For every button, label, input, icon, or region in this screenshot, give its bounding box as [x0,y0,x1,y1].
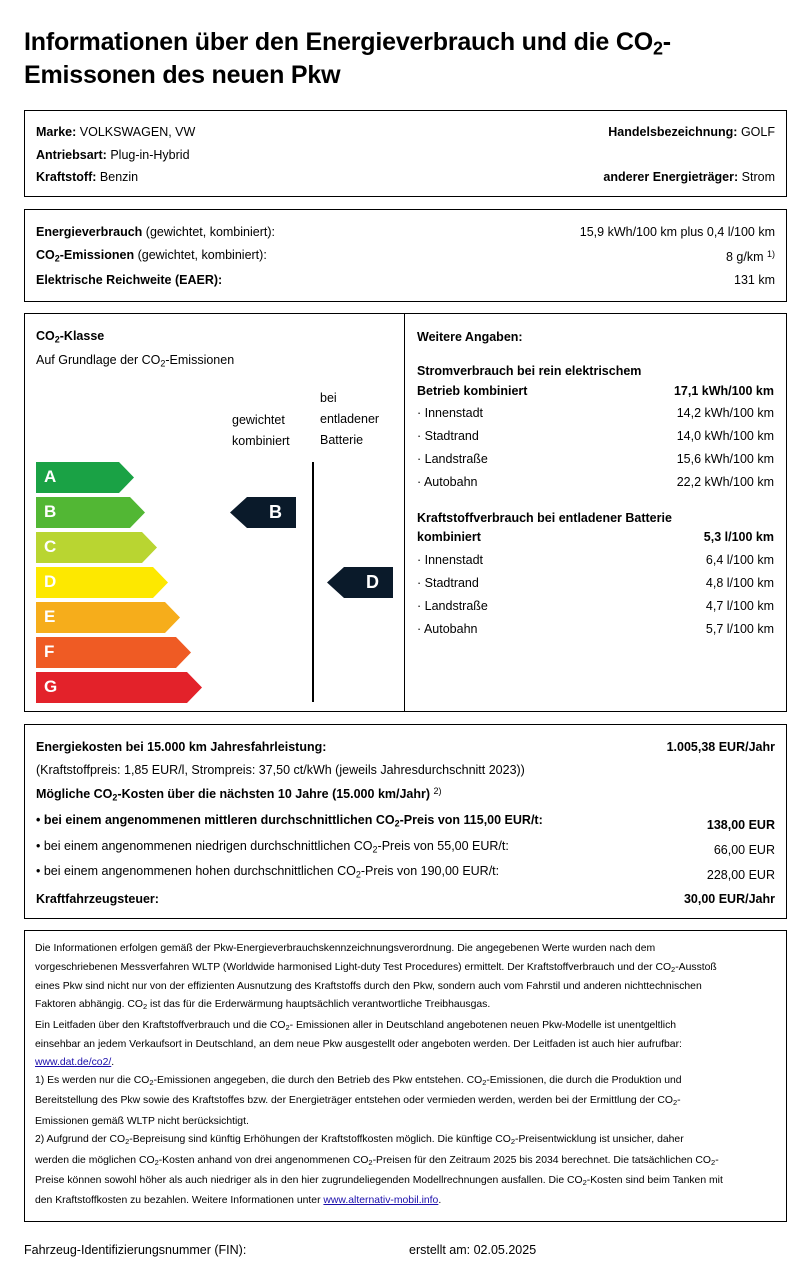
energy-prices-line: (Kraftstoffpreis: 1,85 EUR/l, Strompreis: 37,50 ct/kWh (jeweils Jahresdurchschnitt 2023)) [36,763,525,777]
co2-class-bar-fill-g [36,672,202,703]
electric-range-label: Elektrische Reichweite (EAER): [36,273,223,287]
note-line-8-sub2: 2 [482,1077,487,1087]
created-date: erstellt am: 02.05.2025 [409,1243,537,1257]
note-line-2-text: vorgeschriebenen Messverfahren WLTP (Worldwide harmonised Light-duty Test Procedures) ermittelt. Der Kraftstoffverbrauch und der CO [35,962,672,973]
other-energy-row [603,169,775,185]
other-energy-label: anderer Energieträger: [603,170,739,184]
co2-subscript: 2 [54,253,60,264]
note-line-5-sub: 2 [285,1022,290,1032]
co2-cost-low-value: 66,00 EUR [713,843,775,857]
co2-cost-high-value: 228,00 EUR [706,868,775,882]
co2-class-bar-b [36,497,145,528]
co2-emissions-value-row [726,249,775,265]
vehicle-tax-value-text: 30,00 EUR/Jahr [683,892,775,906]
electric-consumption-row-label: · Landstraße [417,452,488,466]
fuel-row [36,169,138,185]
note-line-11-sub2: 2 [510,1136,516,1146]
electric-combined-row [417,383,527,399]
note-line-5-end: - Emissionen aller in Deutschland angebotenen neuen Pkw-Modelle ist unentgeltlich [289,1020,677,1031]
co2-class-bar-g [36,672,202,703]
discharged-header-line2: entladener [320,412,380,426]
electric-consumption-row-value: 15,6 kWh/100 km [676,452,774,466]
fuel-consumption-row-label: · Innenstadt [417,553,484,567]
note-line-9-text: Bereitstellung des Pkw sowie des Kraftstoffes bzw. der Energieträger entstehen oder vermieden werden, werden bei der Ermittlung der CO [35,1095,674,1106]
co2-class-bar-d [36,567,168,598]
co2-class-basis-sub: 2 [160,358,166,369]
vehicle-tax-label [36,891,159,907]
fuel-combined-row [417,529,481,545]
fuel-consumption-row-value: 6,4 l/100 km [705,553,774,567]
title-subscript: 2 [652,38,663,59]
note-line-7-end: . [111,1057,115,1068]
co2-emissions-label-row [36,247,267,263]
discharged-class-letter: D [366,572,379,592]
electric-consumption-row-value: 22,2 kWh/100 km [676,475,774,489]
note-line-14 [35,1192,780,1211]
note-line-13-sub: 2 [582,1177,587,1187]
co2-cost-mid-sub: 2 [394,818,400,829]
fuel-consumption-row-label: · Landstraße [417,599,488,613]
note-line-12-c: -Preisen für den Zeitraum 2025 bis 2034 berechnet. Die tatsächlichen CO [372,1155,712,1166]
note-line-11-sub1: 2 [125,1136,130,1146]
brand-row [36,124,195,140]
footnote-1-marker: 1) [766,248,775,259]
weighted-header-line1: gewichtet [232,413,285,427]
note-line-12-b: -Kosten anhand von drei angenommenen CO [158,1155,369,1166]
fin-label: Fahrzeug-Identifizierungsnummer (FIN): [24,1243,247,1257]
co2-cost-low-end: -Preis von 55,00 EUR/t: [377,839,509,853]
discharged-class-pointer [327,567,393,598]
electric-heading-line1: Stromverbrauch bei rein elektrischem [417,364,642,378]
consumption-box [24,209,787,302]
weighted-pointer-arrow [230,497,296,528]
note-line-8-sub1: 2 [149,1077,154,1087]
drive-type-row [36,147,190,163]
fuel-heading-line2: kombiniert [417,530,481,544]
note-line-2 [35,959,780,978]
note-line-13-a: Preise können sowohl höher als auch niedriger als in den hier zugrundeliegenden Modellrechnungen ausfallen. Die CO [35,1175,583,1186]
co2-cost-mid-end: -Preis von 115,00 EUR/t: [399,813,543,827]
energy-consumption-qualifier: (gewichtet, kombiniert): [145,225,275,239]
vehicle-info-box [24,110,787,197]
co2-class-bar-fill-f [36,637,191,668]
co2-cost-mid-label [36,812,543,828]
vehicle-tax-value [684,891,775,907]
dat-guide-link[interactable]: www.dat.de/co2/ [35,1057,112,1068]
note-line-9 [35,1092,780,1111]
fuel-consumption-row-label: · Stadtrand [417,576,479,590]
co2-cost-high-label [36,863,499,879]
note-line-11-c: -Preisentwicklung ist unsicher, daher [515,1134,684,1145]
footnote-2-marker: 2) [433,785,442,796]
title-line1-end: - [662,28,671,56]
energy-costs-value-text: 1.005,38 EUR/Jahr [666,740,775,754]
further-info-box [404,313,787,712]
fuel-consumption-row-label: · Autobahn [417,622,478,636]
trade-name-row [608,124,775,140]
co2-costs-heading-end: -Kosten über die nächsten 10 Jahre (15.000 km/Jahr) [117,787,431,801]
electric-range-value: 131 km [734,273,775,287]
note-line-13 [35,1172,780,1191]
co2-class-letter-b: B [44,502,57,521]
note-line-5-text: Ein Leitfaden über den Kraftstoffverbrauch und die CO [35,1020,286,1031]
note-line-12-sub3: 2 [711,1157,716,1167]
note-line-1: Die Informationen erfolgen gemäß der Pkw-Energieverbrauchskennzeichnungsverordnung. Die angegebenen Werte wurden nach dem [35,943,656,954]
co2-emissions-qualifier: (gewichtet, kombiniert): [137,248,267,262]
co2-class-basis [36,352,234,368]
further-info-heading-text: Weitere Angaben: [417,330,523,344]
note-line-12-sub1: 2 [154,1157,159,1167]
co2-class-box [24,313,405,712]
fuel-consumption-heading [417,510,672,526]
fuel-consumption-row-value: 5,7 l/100 km [705,622,774,636]
page-title [24,26,784,92]
co2-cost-low-label [36,838,509,854]
co2-class-bar-shape-f [36,637,191,668]
fuel-label: Kraftstoff: [36,170,97,184]
electric-consumption-row-label: · Innenstadt [417,406,484,420]
note-line-6: einsehbar an jedem Verkaufsort in Deutschland, an dem neue Pkw ausgestellt oder angeboten werden. Der Leitfaden ist auch hier aufrufbar: [35,1039,682,1050]
note-line-11-b: -Bepreisung sind künftig Erhöhungen der Kraftstoffkosten möglich. Die künftige CO [129,1134,511,1145]
co2-class-basis-text: Auf Grundlage der CO [36,353,161,367]
brand-value: VOLKSWAGEN, VW [79,125,196,139]
note-line-13-b: -Kosten sind beim Tanken mit [586,1175,723,1186]
notes-box [24,930,787,1222]
co2-class-letter-c: C [44,537,57,556]
co2-class-letter-g: G [44,677,58,696]
note-line-4-sub: 2 [143,1001,148,1011]
title-line1: Informationen über den Energieverbrauch und die CO [24,28,653,56]
weighted-combined-header [232,410,290,452]
note-line-8-c: -Emissionen, die durch die Produktion und [486,1075,682,1086]
co2-emissions-value: 8 g/km [725,250,764,264]
alternativ-mobil-link[interactable]: www.alternativ-mobil.info [323,1195,439,1206]
co2-cost-mid-text: • bei einem angenommenen mittleren durchschnittlichen CO [36,813,395,827]
co2-cost-high-end: -Preis von 190,00 EUR/t: [360,864,500,878]
weighted-class-pointer [230,497,296,528]
weighted-class-letter: B [269,502,282,522]
co2-class-letter-e: E [44,607,56,626]
co2-class-bar-a [36,462,134,493]
fuel-combined-value-text: 5,3 l/100 km [703,530,774,544]
co2-class-letter-f: F [44,642,55,661]
title-line2: Emissonen des neuen Pkw [24,61,341,89]
electric-combined-value [674,383,774,399]
note-line-9-end: - [677,1095,681,1106]
note-line-4-end: ist das für die Erderwärmung hauptsächlich verantwortliche Treibhausgas. [147,999,491,1010]
note-line-9-sub: 2 [673,1097,678,1107]
co2-class-bar-f [36,637,191,668]
electric-consumption-heading [417,363,641,379]
costs-box [24,724,787,919]
co2-cost-low-text: • bei einem angenommenen niedrigen durchschnittlichen CO [36,839,373,853]
co2-class-bar-c [36,532,157,563]
discharged-pointer-arrow [327,567,393,598]
energy-consumption-label: Energieverbrauch [36,225,143,239]
vehicle-tax-label-text: Kraftfahrzeugsteuer: [36,892,159,906]
fuel-consumption-row-value: 4,8 l/100 km [705,576,774,590]
co2-class-letter-a: A [44,467,57,486]
co2-cost-mid-value-text: 138,00 EUR [706,818,775,832]
energy-consumption-label-row [36,224,275,240]
electric-consumption-row-label: · Stadtrand [417,429,479,443]
fuel-consumption-row-value: 4,7 l/100 km [705,599,774,613]
note-line-5 [35,1017,780,1036]
drive-type-value: Plug-in-Hybrid [110,148,190,162]
discharged-battery-header [320,388,379,451]
note-line-4 [35,996,780,1015]
co2-class-heading [36,328,104,344]
co2-cost-high-sub: 2 [355,869,361,880]
co2-class-basis-end: -Emissionen [165,353,235,367]
class-column-divider [312,462,314,702]
note-line-14-text: den Kraftstoffkosten zu bezahlen. Weitere Informationen unter [35,1195,324,1206]
trade-name-label: Handelsbezeichnung: [608,125,738,139]
note-line-4-text: Faktoren abhängig. CO [35,999,144,1010]
note-line-11 [35,1131,780,1150]
co2-costs-heading [36,786,442,802]
drive-type-label: Antriebsart: [36,148,107,162]
electric-combined-value-text: 17,1 kWh/100 km [673,384,774,398]
co2-cost-high-text: • bei einem angenommenen hohen durchschnittlichen CO [36,864,356,878]
co2-costs-heading-sub: 2 [112,792,118,803]
co2-class-bar-fill-e [36,602,180,633]
note-line-12-sub2: 2 [368,1157,373,1167]
note-line-8 [35,1072,780,1091]
further-info-heading [417,329,523,345]
co2-class-heading-text: CO [36,329,55,343]
discharged-header-line1: bei [320,391,337,405]
note-line-2-sub: 2 [671,964,676,974]
weighted-header-line2: kombiniert [232,434,290,448]
note-line-8-b: -Emissionen angegeben, die durch den Betrieb des Pkw entstehen. CO [153,1075,483,1086]
co2-cost-mid-value [707,817,775,833]
co2-class-bar-shape-e [36,602,180,633]
note-line-11-a: 2) Aufgrund der CO [35,1134,126,1145]
discharged-header-line3: Batterie [320,433,364,447]
trade-name-value: GOLF [740,125,775,139]
energy-consumption-value: 15,9 kWh/100 km plus 0,4 l/100 km [579,225,775,239]
co2-class-letter-d: D [44,572,57,591]
note-line-12 [35,1152,780,1171]
co2-emissions-label: CO [36,248,55,262]
co2-emissions-label-end: -Emissionen [59,248,135,262]
note-line-12-d: - [715,1155,719,1166]
co2-class-bar-e [36,602,180,633]
note-line-7 [35,1054,780,1073]
fuel-combined-value [704,529,774,545]
electric-range-row [36,272,222,288]
note-line-12-a: werden die möglichen CO [35,1155,155,1166]
note-line-3: eines Pkw sind nicht nur von der effizienten Ausnutzung des Kraftstoffs durch den Pkw, sondern auch vom Fahrstil und anderen nichttechnischen [35,981,702,992]
energy-costs-label-text: Energiekosten bei 15.000 km Jahresfahrleistung: [36,740,327,754]
co2-class-heading-end: -Klasse [59,329,105,343]
note-line-8-a: 1) Es werden nur die CO [35,1075,150,1086]
electric-consumption-row-value: 14,2 kWh/100 km [676,406,774,420]
electric-heading-line2: Betrieb kombiniert [417,384,528,398]
electric-consumption-row-value: 14,0 kWh/100 km [676,429,774,443]
brand-label: Marke: [36,125,77,139]
fuel-value: Benzin [99,170,139,184]
electric-consumption-row-label: · Autobahn [417,475,478,489]
energy-costs-value [667,739,775,755]
note-line-14-end: . [438,1195,442,1206]
co2-cost-low-sub: 2 [372,844,378,855]
co2-class-heading-sub: 2 [54,334,60,345]
co2-class-bar-shape-g [36,672,202,703]
other-energy-value: Strom [741,170,775,184]
note-line-10: Emissionen gemäß WLTP nicht berücksichtigt. [35,1116,249,1127]
energy-costs-label [36,739,326,755]
note-line-2-end: -Ausstoß [675,962,717,973]
fuel-heading-line1: Kraftstoffverbrauch bei entladener Batterie [417,511,672,525]
co2-costs-heading-text: Mögliche CO [36,787,113,801]
